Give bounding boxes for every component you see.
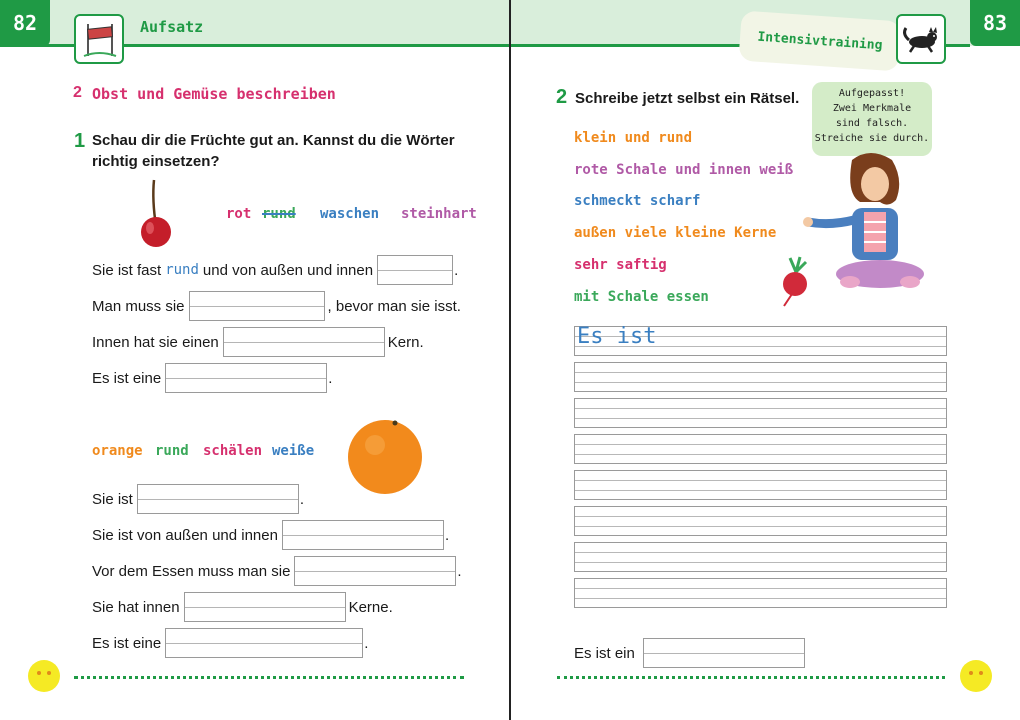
answer-blank[interactable] [223, 327, 385, 357]
sentence-text: . [457, 562, 462, 580]
cat-icon [896, 14, 946, 64]
feature-item: schmeckt scharf [574, 193, 701, 210]
answer-blank[interactable] [377, 255, 453, 285]
writing-line[interactable] [574, 506, 947, 536]
instruction-line: Schau dir die Früchte gut an. Kannst du die Wörter [92, 132, 455, 149]
writing-line[interactable] [574, 542, 947, 572]
word-bank-item: rot [226, 206, 252, 222]
sentence-row [92, 520, 449, 550]
word-bank-item: weiße [272, 443, 315, 459]
instruction-line: richtig einsetzen? [92, 153, 220, 170]
answer-blank[interactable] [282, 520, 444, 550]
bubble-line: Aufgepasst! [838, 88, 906, 99]
word-bank-item: orange [92, 443, 143, 459]
sentence-text: Vor dem Essen muss man sie [92, 562, 291, 580]
task-heading: Obst und Gemüse beschreiben [92, 85, 336, 103]
sentence-text: Kerne. [348, 598, 393, 616]
answer-blank[interactable] [643, 638, 805, 668]
speech-bubble [812, 82, 932, 156]
feature-item: mit Schale essen [574, 288, 709, 305]
dotted-rule [74, 676, 464, 679]
word-bank-item: steinhart [401, 206, 477, 222]
sentence-text: Man muss sie [92, 297, 185, 315]
sentence-row [92, 327, 424, 357]
bubble-line: Streiche sie durch. [814, 133, 930, 144]
writing-line[interactable] [574, 398, 947, 428]
bubble-line: Zwei Merkmale [832, 103, 912, 114]
feature-item: sehr saftig [574, 256, 667, 273]
final-sentence [574, 638, 806, 668]
sentence-text: . [444, 526, 450, 544]
orange-image [345, 415, 425, 497]
bubble-line: sind falsch. [835, 118, 909, 129]
sentence-text: Innen hat sie einen [92, 333, 219, 351]
cherry-image [132, 178, 182, 250]
feature-item: klein und rund [574, 130, 693, 146]
sentence-text: Es ist eine [92, 634, 162, 652]
sentence-text: Sie ist [92, 490, 133, 508]
instruction: Schreibe jetzt selbst ein Rätsel. [575, 90, 800, 107]
exercise-number: 1 [74, 130, 86, 152]
book-spine [509, 0, 511, 720]
sentence-row [92, 628, 368, 658]
word-bank-item: rund [262, 206, 296, 222]
answer-blank[interactable] [294, 556, 456, 586]
writing-line[interactable] [574, 362, 947, 392]
writing-line[interactable] [574, 326, 947, 356]
final-sentence-text: Es ist ein [574, 644, 635, 662]
page-number: 83 [970, 0, 1020, 46]
instruction [92, 130, 455, 172]
sentence-text: Es ist eine [92, 369, 162, 387]
sentence-text: Sie ist von außen und innen [92, 526, 278, 544]
answer-blank[interactable] [165, 628, 363, 658]
sentence-text: . [364, 634, 369, 652]
radish-image [778, 256, 814, 308]
smiley-icon [960, 660, 992, 692]
writing-line[interactable] [574, 578, 947, 608]
dotted-rule [557, 676, 945, 679]
finish-flag-icon [74, 14, 124, 64]
intensivtraining-badge [738, 10, 901, 71]
answer-blank[interactable] [137, 484, 299, 514]
task-heading-number: 2 [73, 84, 82, 101]
sentence-row [92, 556, 462, 586]
sentence-text: . [328, 369, 333, 387]
page-number: 82 [0, 0, 50, 46]
sentence-text: , bevor man sie isst. [327, 297, 461, 315]
word-bank-item: waschen [320, 206, 380, 222]
badge-label: Intensivtraining [757, 29, 883, 53]
word-bank-item: rund [155, 443, 189, 459]
girl-illustration [800, 150, 935, 295]
smiley-icon [28, 660, 60, 692]
word-bank-item: schälen [203, 443, 263, 459]
answer-blank[interactable] [165, 363, 327, 393]
filled-answer: rund [165, 262, 199, 278]
handwritten-start: Es ist [577, 324, 657, 349]
answer-blank[interactable] [184, 592, 346, 622]
writing-line[interactable] [574, 434, 947, 464]
sentence-row [92, 255, 458, 285]
sentence-text: . [299, 490, 305, 508]
sentence-text: Sie ist fast [92, 261, 162, 279]
feature-item: außen viele kleine Kerne [574, 225, 777, 242]
writing-line[interactable] [574, 470, 947, 500]
sentence-row [92, 291, 461, 321]
sentence-row [92, 363, 332, 393]
sentence-row [92, 484, 304, 514]
exercise-number: 2 [556, 86, 568, 108]
answer-blank[interactable] [189, 291, 325, 321]
sentence-text: Kern. [387, 333, 424, 351]
feature-item: rote Schale und innen weiß [574, 161, 794, 178]
section-title: Aufsatz [140, 18, 204, 36]
sentence-row [92, 592, 393, 622]
sentence-text: und von außen und innen [202, 261, 374, 279]
sentence-text: . [454, 261, 459, 279]
sentence-text: Sie hat innen [92, 598, 180, 616]
